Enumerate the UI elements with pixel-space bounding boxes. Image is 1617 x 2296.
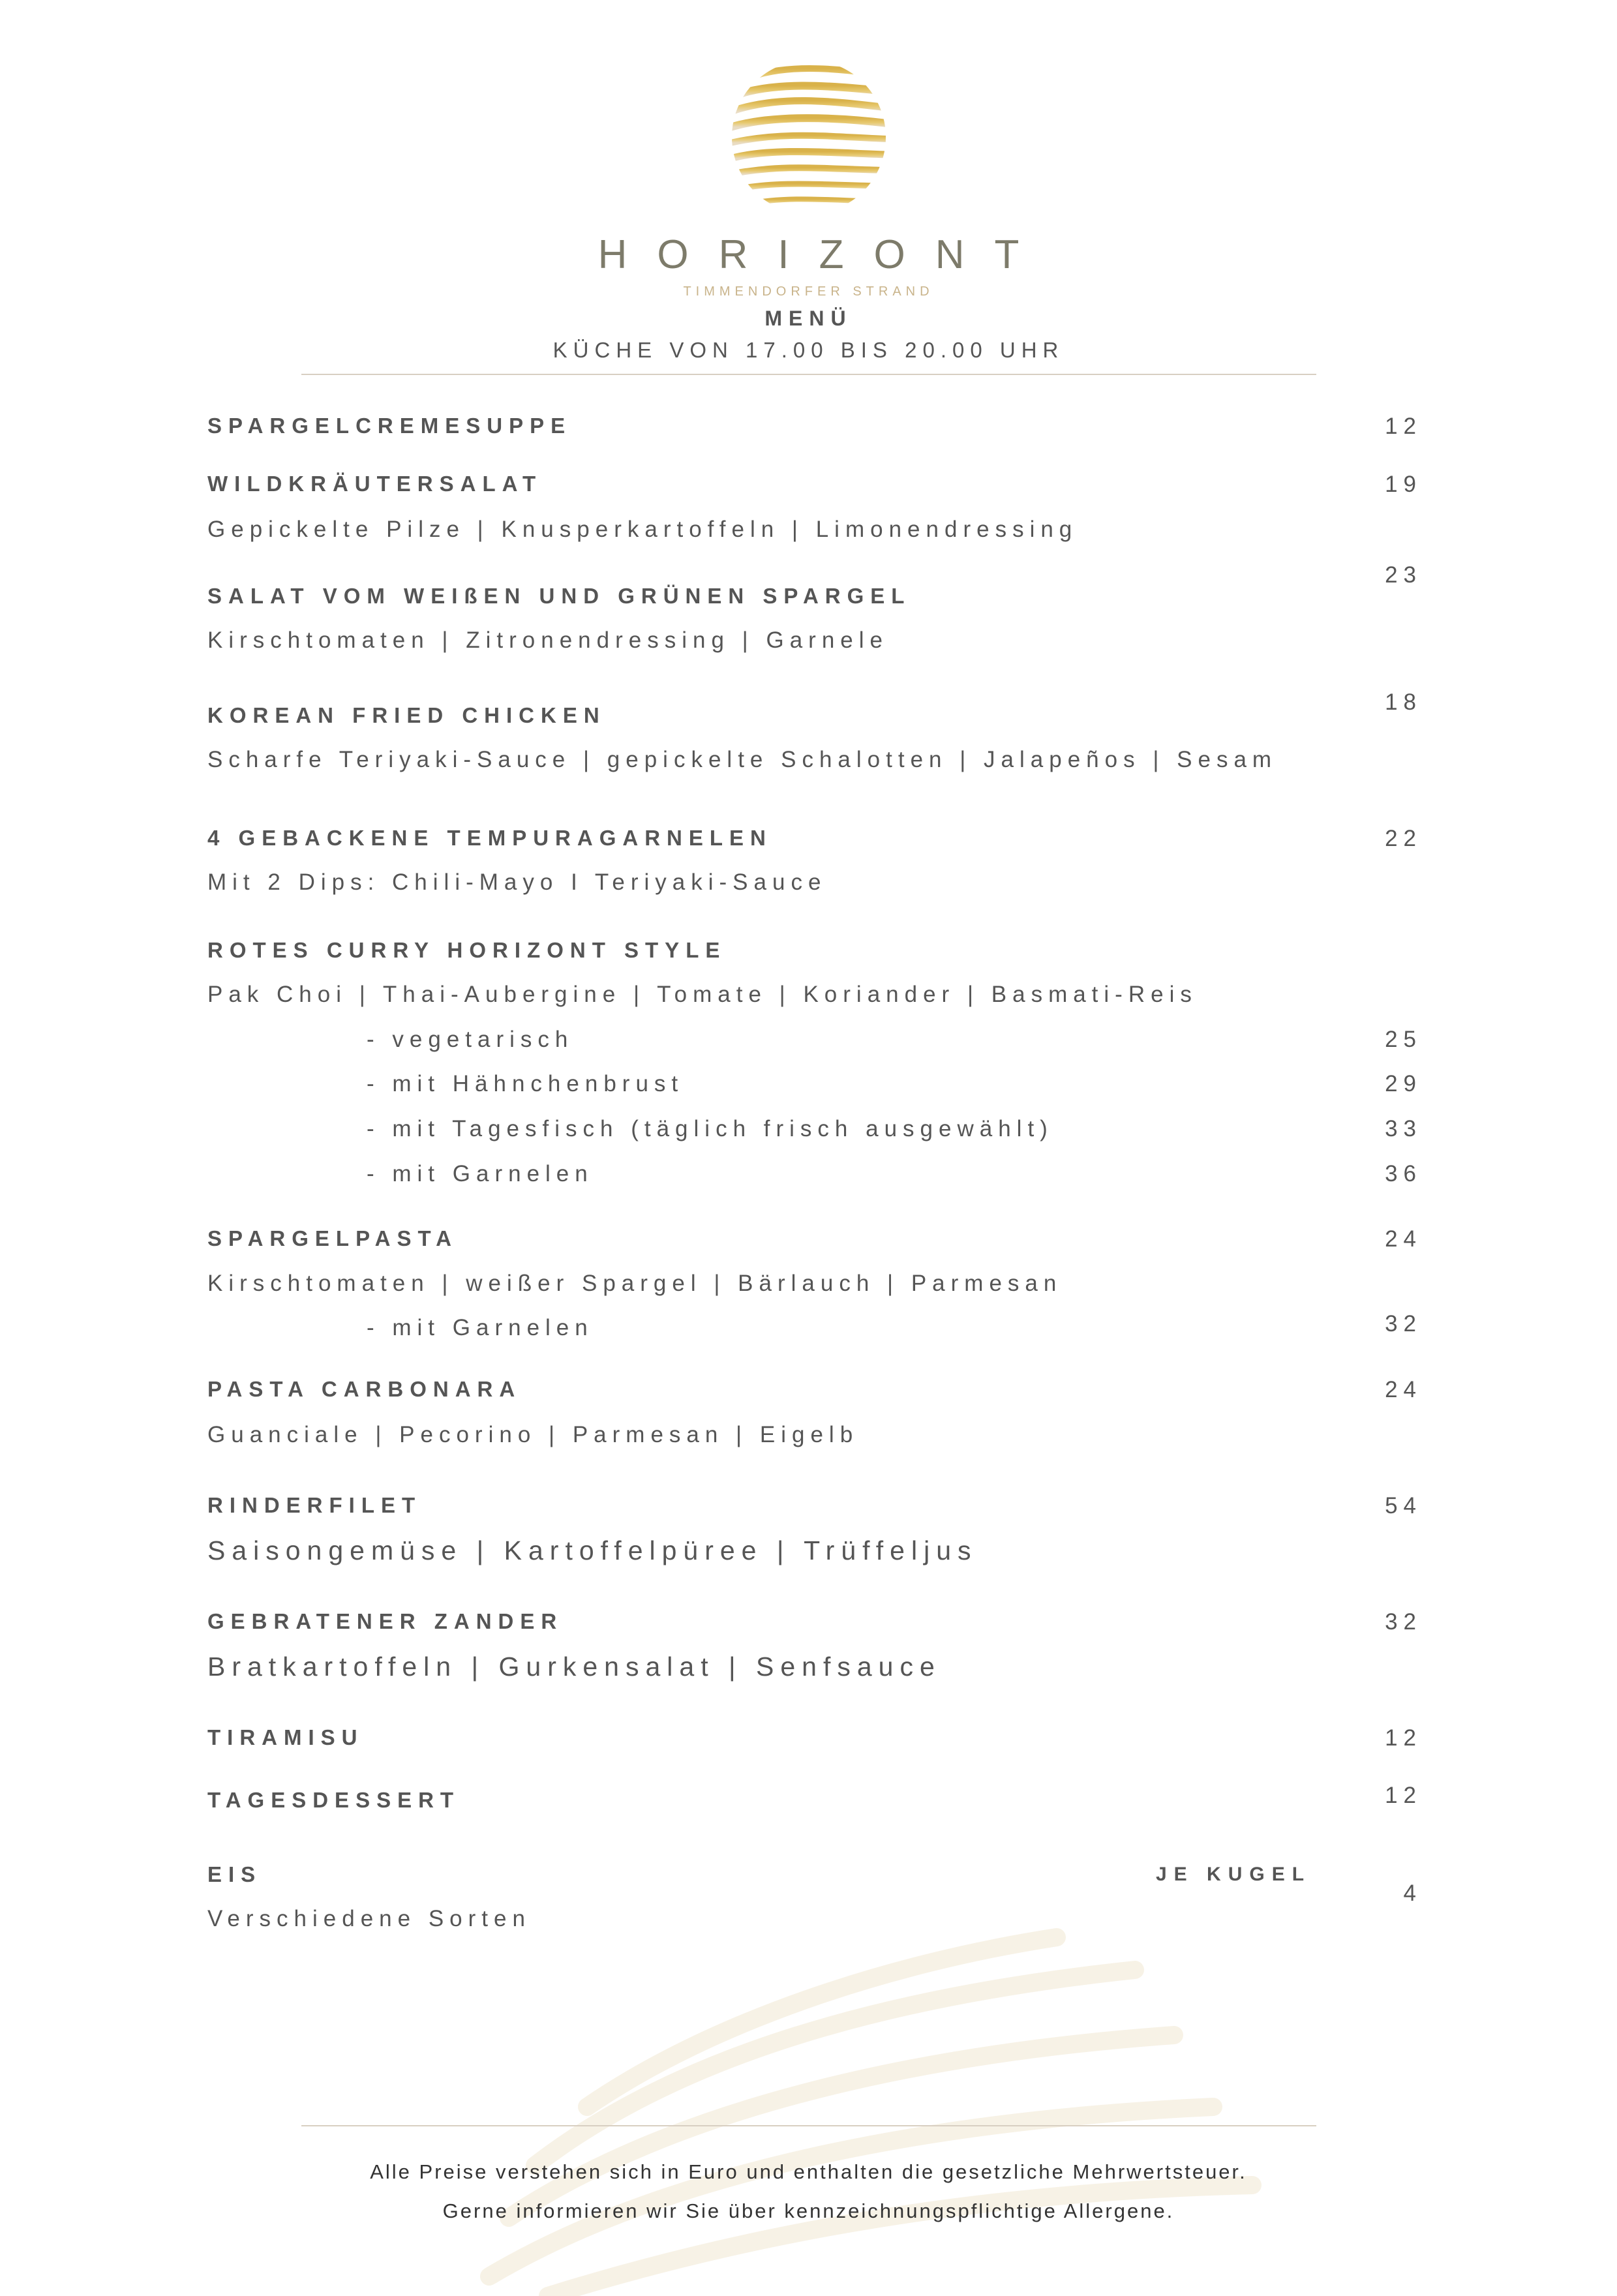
dish-description: Guanciale | Pecorino | Parmesan | Eigelb	[207, 1422, 859, 1447]
dish-price: 4	[1403, 1881, 1422, 1906]
dish-price: 19	[1385, 472, 1422, 497]
dish-name-korean-fried-chicken: KOREAN FRIED CHICKEN	[207, 703, 606, 727]
dish-price: 18	[1385, 689, 1422, 715]
dish-description: Gepickelte Pilze | Knusperkartoffeln | Limonendressing	[207, 517, 1078, 542]
brand-name: HORIZONT	[597, 232, 1050, 277]
dish-description: Bratkartoffeln | Gurkensalat | Senfsauce	[207, 1652, 941, 1682]
dish-price: 23	[1385, 562, 1422, 588]
dish-price: 24	[1385, 1226, 1422, 1252]
dish-description: Kirschtomaten | weißer Spargel | Bärlauch | Parmesan	[207, 1271, 1063, 1296]
dish-name-tagesdessert: TAGESDESSERT	[207, 1788, 461, 1812]
variant-price: 29	[1385, 1071, 1422, 1096]
footer-price-note: Alle Preise verstehen sich in Euro und enthalten die gesetzliche Mehrwertsteuer.	[370, 2160, 1247, 2183]
dish-description: Mit 2 Dips: Chili-Mayo I Teriyaki-Sauce	[207, 869, 827, 895]
bottom-divider	[301, 2125, 1316, 2126]
dish-name-spargelpasta: SPARGELPASTA	[207, 1226, 459, 1250]
dish-name-pasta-carbonara: PASTA CARBONARA	[207, 1377, 522, 1401]
brand-subtitle: TIMMENDORFER STRAND	[683, 284, 934, 299]
variant-label: - mit Hähnchenbrust	[367, 1071, 684, 1096]
dish-name-eis: EIS	[207, 1862, 262, 1886]
horizont-logo	[727, 55, 890, 219]
dish-name-tiramisu: TIRAMISU	[207, 1725, 364, 1749]
dish-price: 12	[1385, 1783, 1422, 1808]
dish-name-gebratener-zander: GEBRATENER ZANDER	[207, 1609, 564, 1633]
variant-price: 25	[1385, 1027, 1422, 1052]
dish-price: 24	[1385, 1377, 1422, 1402]
dish-name-tempuragarnelen: 4 GEBACKENE TEMPURAGARNELEN	[207, 826, 772, 850]
dish-price: 32	[1385, 1609, 1422, 1635]
dish-name-spargelsalat: SALAT VOM WEIßEN UND GRÜNEN SPARGEL	[207, 584, 911, 608]
dish-description: Pak Choi | Thai-Aubergine | Tomate | Koriander | Basmati-Reis	[207, 982, 1198, 1007]
dish-description: Kirschtomaten | Zitronendressing | Garnele	[207, 627, 888, 653]
dish-price: 12	[1385, 1725, 1422, 1751]
dish-name-rotes-curry: ROTES CURRY HORIZONT STYLE	[207, 938, 727, 962]
dish-name-rinderfilet: RINDERFILET	[207, 1493, 422, 1517]
variant-label: - vegetarisch	[367, 1027, 574, 1052]
variant-price: 32	[1385, 1311, 1422, 1337]
dish-description: Scharfe Teriyaki-Sauce | gepickelte Schalotten | Jalapeños | Sesam	[207, 747, 1278, 772]
per-scoop-label: JE KUGEL	[1156, 1864, 1312, 1885]
kitchen-hours: KÜCHE VON 17.00 BIS 20.00 UHR	[552, 338, 1065, 362]
variant-label: - mit Garnelen	[367, 1315, 594, 1340]
variant-price: 33	[1385, 1116, 1422, 1141]
dish-name-spargelcremesuppe: SPARGELCREMESUPPE	[207, 414, 572, 438]
variant-label: - mit Garnelen	[367, 1161, 594, 1186]
dish-description: Verschiedene Sorten	[207, 1906, 531, 1931]
dish-price: 22	[1385, 826, 1422, 851]
dish-price: 54	[1385, 1493, 1422, 1518]
footer-allergen-note: Gerne informieren wir Sie über kennzeichnungspflichtige Allergene.	[442, 2199, 1175, 2222]
top-divider	[301, 374, 1316, 375]
dish-description: Saisongemüse | Kartoffelpüree | Trüffeljus	[207, 1535, 978, 1565]
wave-watermark	[431, 1892, 1278, 2296]
dish-name-wildkraeutersalat: WILDKRÄUTERSALAT	[207, 472, 543, 496]
menu-title: MENÜ	[764, 307, 853, 330]
variant-label: - mit Tagesfisch (täglich frisch ausgewählt)	[367, 1116, 1053, 1141]
variant-price: 36	[1385, 1161, 1422, 1186]
dish-price: 12	[1385, 414, 1422, 439]
